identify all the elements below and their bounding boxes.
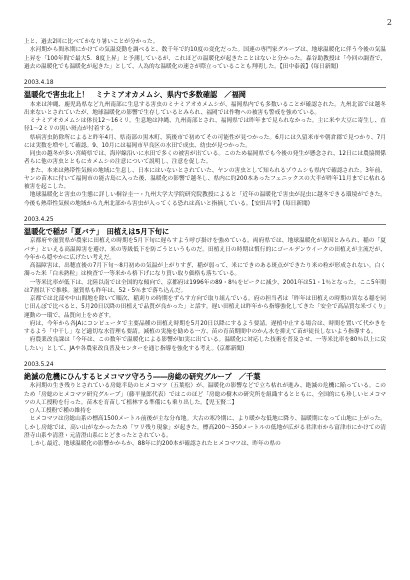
intro-paragraph: 上と、過去2回に比べてかなり暑いことが分かった。 [24,39,159,45]
article-paragraph: 府は、今年から各JAにコンピュータで主要品種の田植え時期を5月20日以降にするよう要請。遅植中止する場合は、時間を置いて代かきをするよう「中干し」など適切な水管理も要請。減植の実施を勧める一方、苗の育苗期間中のかん水を抑えて苗が徒長しないよう指導する。 [24,320,386,335]
article-paragraph: 京都では北部や中山間地を除いて順次、稲刈りの時期をずらす方向で取り組んでいる。府の担当者は「昨年は田植えの時期の異なる稲を同じ田んぼで比べると、5月20日以降の田植えで品質が良かった」と話す。遅い田植えは昨年から指導強化してきた「安全で高品質な米づくり」運動の一環で、品質向上をめざす。 [24,296,386,319]
article-date: 2003.4.18 [24,80,54,86]
article-paragraph: 同虫の越冬が多い宮崎県では、海岸線沿いに水田で多くの被害が出ている。このため福岡県でも今後の発生が懸念され、12日には農協関係者らに他の害虫とともにカメムシの注意について説明し、注意を促した。 [24,151,386,166]
intro-paragraph: 水河期から間氷期にかけての気温変動を調べると、数千年で約10度の変化だった。国連の専門家グループは、地球温暖化に伴う今後の気温上昇を「100年間で最大5．8度上昇」と予測しているが、これほどの温暖化が起きたことはないと分かった。森谷助教授は「今回の調査で、過去の温暖化でも温暖化が起きた」として、人為的な温暖化の速さが際立っていることも判明した。【田中泰義】(毎日新聞) [24,47,386,70]
article-paragraph: 府農業改良課は「今年は、この数年で温暖化による影響が如実に出ている。温暖化に対応した技術を普及させ、一等米比率を80％以上に戻したい」として、JAや各農家改良普及センターを通じ指導を強化する考え。(京都新聞) [24,337,386,352]
article [24,362,386,449]
article-headline: 温暖化で稲が「夏バテ」 田植えは5月下旬に [24,226,170,236]
article [24,80,386,208]
page-content [24,38,386,448]
article-paragraph: 京都府や滋賀県が農家に田植えの時期を5月下旬に遅らすよう呼び掛けを強めている。両府県では、地球温暖化が原因とみられ、稲の「夏バテ」といえる高温障害を避け、米の等級低下を防ごうというものだ。田植え日の時期は慣行的にゴールデンウイークの田植えが主流だが、今年から穏やかに広げたい考えだ。 [24,238,386,261]
article-paragraph: 地球温暖化と害虫の生態に詳しい桐谷圭一・九州大学大学院研究院教授によると「近年の温暖化で害虫が昆虫に越冬できる環境ができた。今後も熱帯性気候の地域から九州北部から害虫が入ってくる恐れは高いと指摘している。【安田昌平】(毎日新聞) [24,192,386,207]
page-number: 2 [386,18,392,27]
article-paragraph: 本来は沖縄、鹿児島県など九州南部に生息する害虫のミナミアオカメムシが、福岡県内でも多数いることが確認された。九州北部では越冬出来ないとされていたが、地球温暖化の影響で生存しているとみられ、福岡では作物への被害も警戒を強めている。 [24,101,386,116]
article [24,217,386,353]
article-paragraph: しかし最近、地球温暖化の影響かからか、88年に約200本が確認されたヒメコマツは、昨年の県の [24,441,281,447]
article-date: 2003.4.25 [24,216,54,223]
divider-rule [24,224,386,225]
article-paragraph: 一等米比率が低下は、北陸以南では全国的な傾向で、京都府は1996年の89・8％をピークに減少、2001年は51・1％となった。ここ5年間は7割以下で推移。滋賀県も昨年は、52・5％まで落ち込んだ。 [24,279,386,294]
article-headline: 温暖化で害虫北上！ ミナミアオカメムシ、県内で多数確認 ／福岡 [24,90,246,99]
divider-rule [24,87,386,88]
article-paragraph: 県病害虫防除所によると昨年4月、県南部の黒木町、筑後市で初めてその可能性が見つかった。6月には久留米市や朝倉郡で見つかり、7月には実数を増やして確認。9、10月には福岡市早良区の水田で成虫、幼虫が見つかった。 [24,134,386,149]
divider-rule [24,369,386,370]
article-paragraph: 高温障害は、出穂直後の7月下旬～8月初めの気温が上がりすぎ、稲が弱って、米にできのある斑点ができたり米の粒が形成されない。白く濁った米「白未熟粒」は検査で一等米から格下げになり買い取り価格も落ちている。 [24,263,386,278]
article-paragraph: また、本来は熱帯性気候の地域に生息し、日本にはいないとされていた、ヤンの害虫として知られるゾウムシも県内で確認された。3年前、ヤンの苗木に付いて福岡市の能古島に入った後、温暖化の影響で越冬し、県内に約200本あったフェニックスの大半が昨年11月までに枯れる被害を起こした。 [24,167,386,190]
article-date: 2003.5.24 [24,361,54,368]
intro-section [24,38,386,71]
article-paragraph: ヒメコマツは房総山系の標高1500メートル前後が主な分布地。大古の寒冷期に、より暖かな低地に降り、温暖期になって山地に上がった。しかし房総では、高い山がなかったため「ワリ残り現象」が起きた。標高200～350メートルの低地が広がる君津市から富津市にかけての清澄寺山系や清澄・元清澄山系にとどまったとされている。 [24,416,386,439]
article-paragraph: ミナミアオカメムシは体長12～16ミリ。生息地は沖縄、九州南部とされ、福岡県では昨年まで見られなかった。主に米や大豆に寄生し、直径1～2ミリの黒い斑点が付着する。 [24,118,386,133]
article-subheading: ○人工授粉で種の維持を [24,408,92,414]
article-headline: 絶滅の危機にひんするヒメコマツ守ろう――房総の研究グループ ／千葉 [24,371,261,381]
article-paragraph: 氷河期の生き残りとされている房総半島のヒメコマツ（五葉松）が、温暖化の影響などで立ち枯れが進み、絶滅の危機に陥っている。このため「房総のヒメコマツ研究グループ」（藤平量郎代表）ではこのほど「房総の樹木の研究所を組織するとともに、全国的にも珍しいヒメコマツの人工授粉を行った。苗木を育苗して植林する準備にも乗り出した。【児玉賢二】 [24,383,386,406]
